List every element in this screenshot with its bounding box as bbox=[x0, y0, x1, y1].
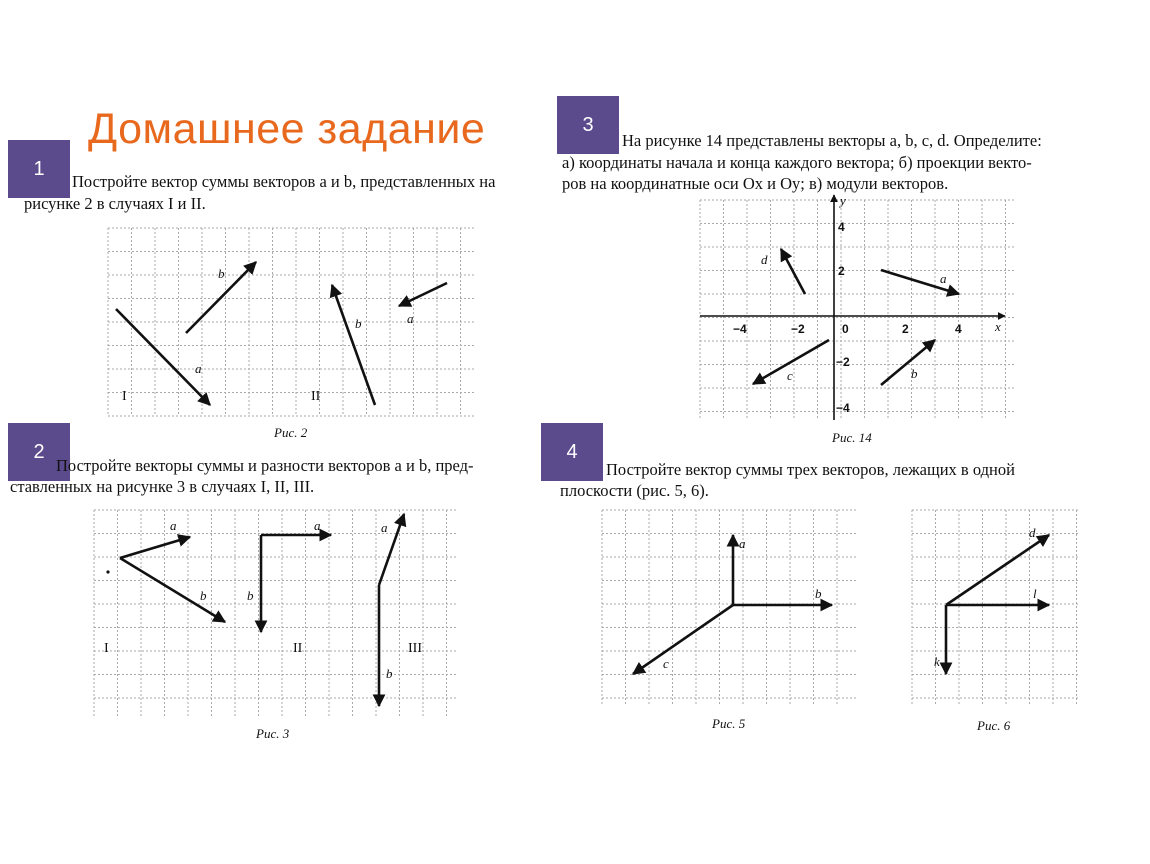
fig14-label-c: c bbox=[787, 368, 793, 383]
task-badge-1: 1 bbox=[8, 140, 70, 198]
task4-line1: Постройте вектор суммы трех векторов, лежащих в одной bbox=[606, 460, 1015, 479]
fig3-label-a1: a bbox=[170, 518, 177, 533]
fig3-case-1: I bbox=[104, 641, 109, 656]
fig3-label-b3: b bbox=[386, 666, 393, 681]
fig14-tick-y-2: 2 bbox=[838, 264, 845, 278]
task1-line1: Постройте вектор суммы векторов a и b, представленных на bbox=[72, 172, 496, 191]
fig3-label-a3: a bbox=[381, 520, 388, 535]
fig14-axis-x-label: x bbox=[995, 319, 1001, 334]
fig3-label-b2: b bbox=[247, 588, 254, 603]
fig2-label-a1: a bbox=[195, 361, 202, 376]
task2-line1: Постройте векторы суммы и разности векторов a и b, пред- bbox=[56, 456, 474, 475]
fig5-caption: Рис. 5 bbox=[712, 716, 746, 731]
fig2-caption: Рис. 2 bbox=[274, 425, 308, 440]
task3-line3: ров на координатные оси Ox и Oy; в) модули векторов. bbox=[562, 174, 949, 193]
fig2-label-a2: a bbox=[407, 311, 414, 326]
fig14-tick-y-neg2: −2 bbox=[836, 355, 850, 369]
fig6-caption: Рис. 6 bbox=[977, 718, 1011, 733]
fig3-case-2: II bbox=[293, 641, 303, 656]
fig5-label-a: a bbox=[739, 536, 746, 551]
fig14-caption: Рис. 14 bbox=[832, 430, 872, 445]
fig14-tick-x-neg2: −2 bbox=[791, 322, 805, 336]
fig3-label-a2: a bbox=[314, 518, 321, 533]
fig2-label-b2: b bbox=[355, 316, 362, 331]
fig14-label-d: d bbox=[761, 252, 768, 267]
task-badge-2: 2 bbox=[8, 423, 70, 481]
fig14-tick-y-4: 4 bbox=[838, 220, 845, 234]
task3-line1: На рисунке 14 представлены векторы a, b, c, d. Определите: bbox=[622, 131, 1042, 150]
fig5-label-b: b bbox=[815, 586, 822, 601]
fig6-label-d: d bbox=[1029, 525, 1036, 540]
fig14-tick-x-0: 0 bbox=[842, 322, 849, 336]
fig3-label-b1: b bbox=[200, 588, 207, 603]
fig3-caption: Рис. 3 bbox=[256, 726, 290, 741]
fig14-axis-y-label: y bbox=[840, 193, 846, 208]
task-badge-4: 4 bbox=[541, 423, 603, 481]
task-badge-3: 3 bbox=[557, 96, 619, 154]
task2-line2: ставленных на рисунке 3 в случаях I, II, III. bbox=[10, 477, 315, 496]
fig14-tick-x-4: 4 bbox=[955, 322, 962, 336]
task4-line2: плоскости (рис. 5, 6). bbox=[560, 481, 709, 500]
fig6-label-l: l bbox=[1033, 586, 1037, 601]
fig14-tick-x-neg4: −4 bbox=[733, 322, 747, 336]
fig2-case-1: I bbox=[122, 389, 127, 404]
page-title: Домашнее задание bbox=[88, 105, 486, 153]
fig3-case-3: III bbox=[408, 641, 422, 656]
fig14-label-b: b bbox=[911, 366, 918, 381]
fig14-label-a: a bbox=[940, 271, 947, 286]
fig14-tick-y-neg4: −4 bbox=[836, 401, 850, 415]
task3-line2: а) координаты начала и конца каждого вектора; б) проекции векто- bbox=[562, 153, 1032, 172]
fig2-label-b1: b bbox=[218, 266, 225, 281]
fig6-label-k: k bbox=[934, 654, 940, 669]
fig2-case-2: II bbox=[311, 389, 321, 404]
task1-line2: рисунке 2 в случаях I и II. bbox=[24, 194, 206, 213]
fig5-label-c: c bbox=[663, 656, 669, 671]
fig14-tick-x-2: 2 bbox=[902, 322, 909, 336]
